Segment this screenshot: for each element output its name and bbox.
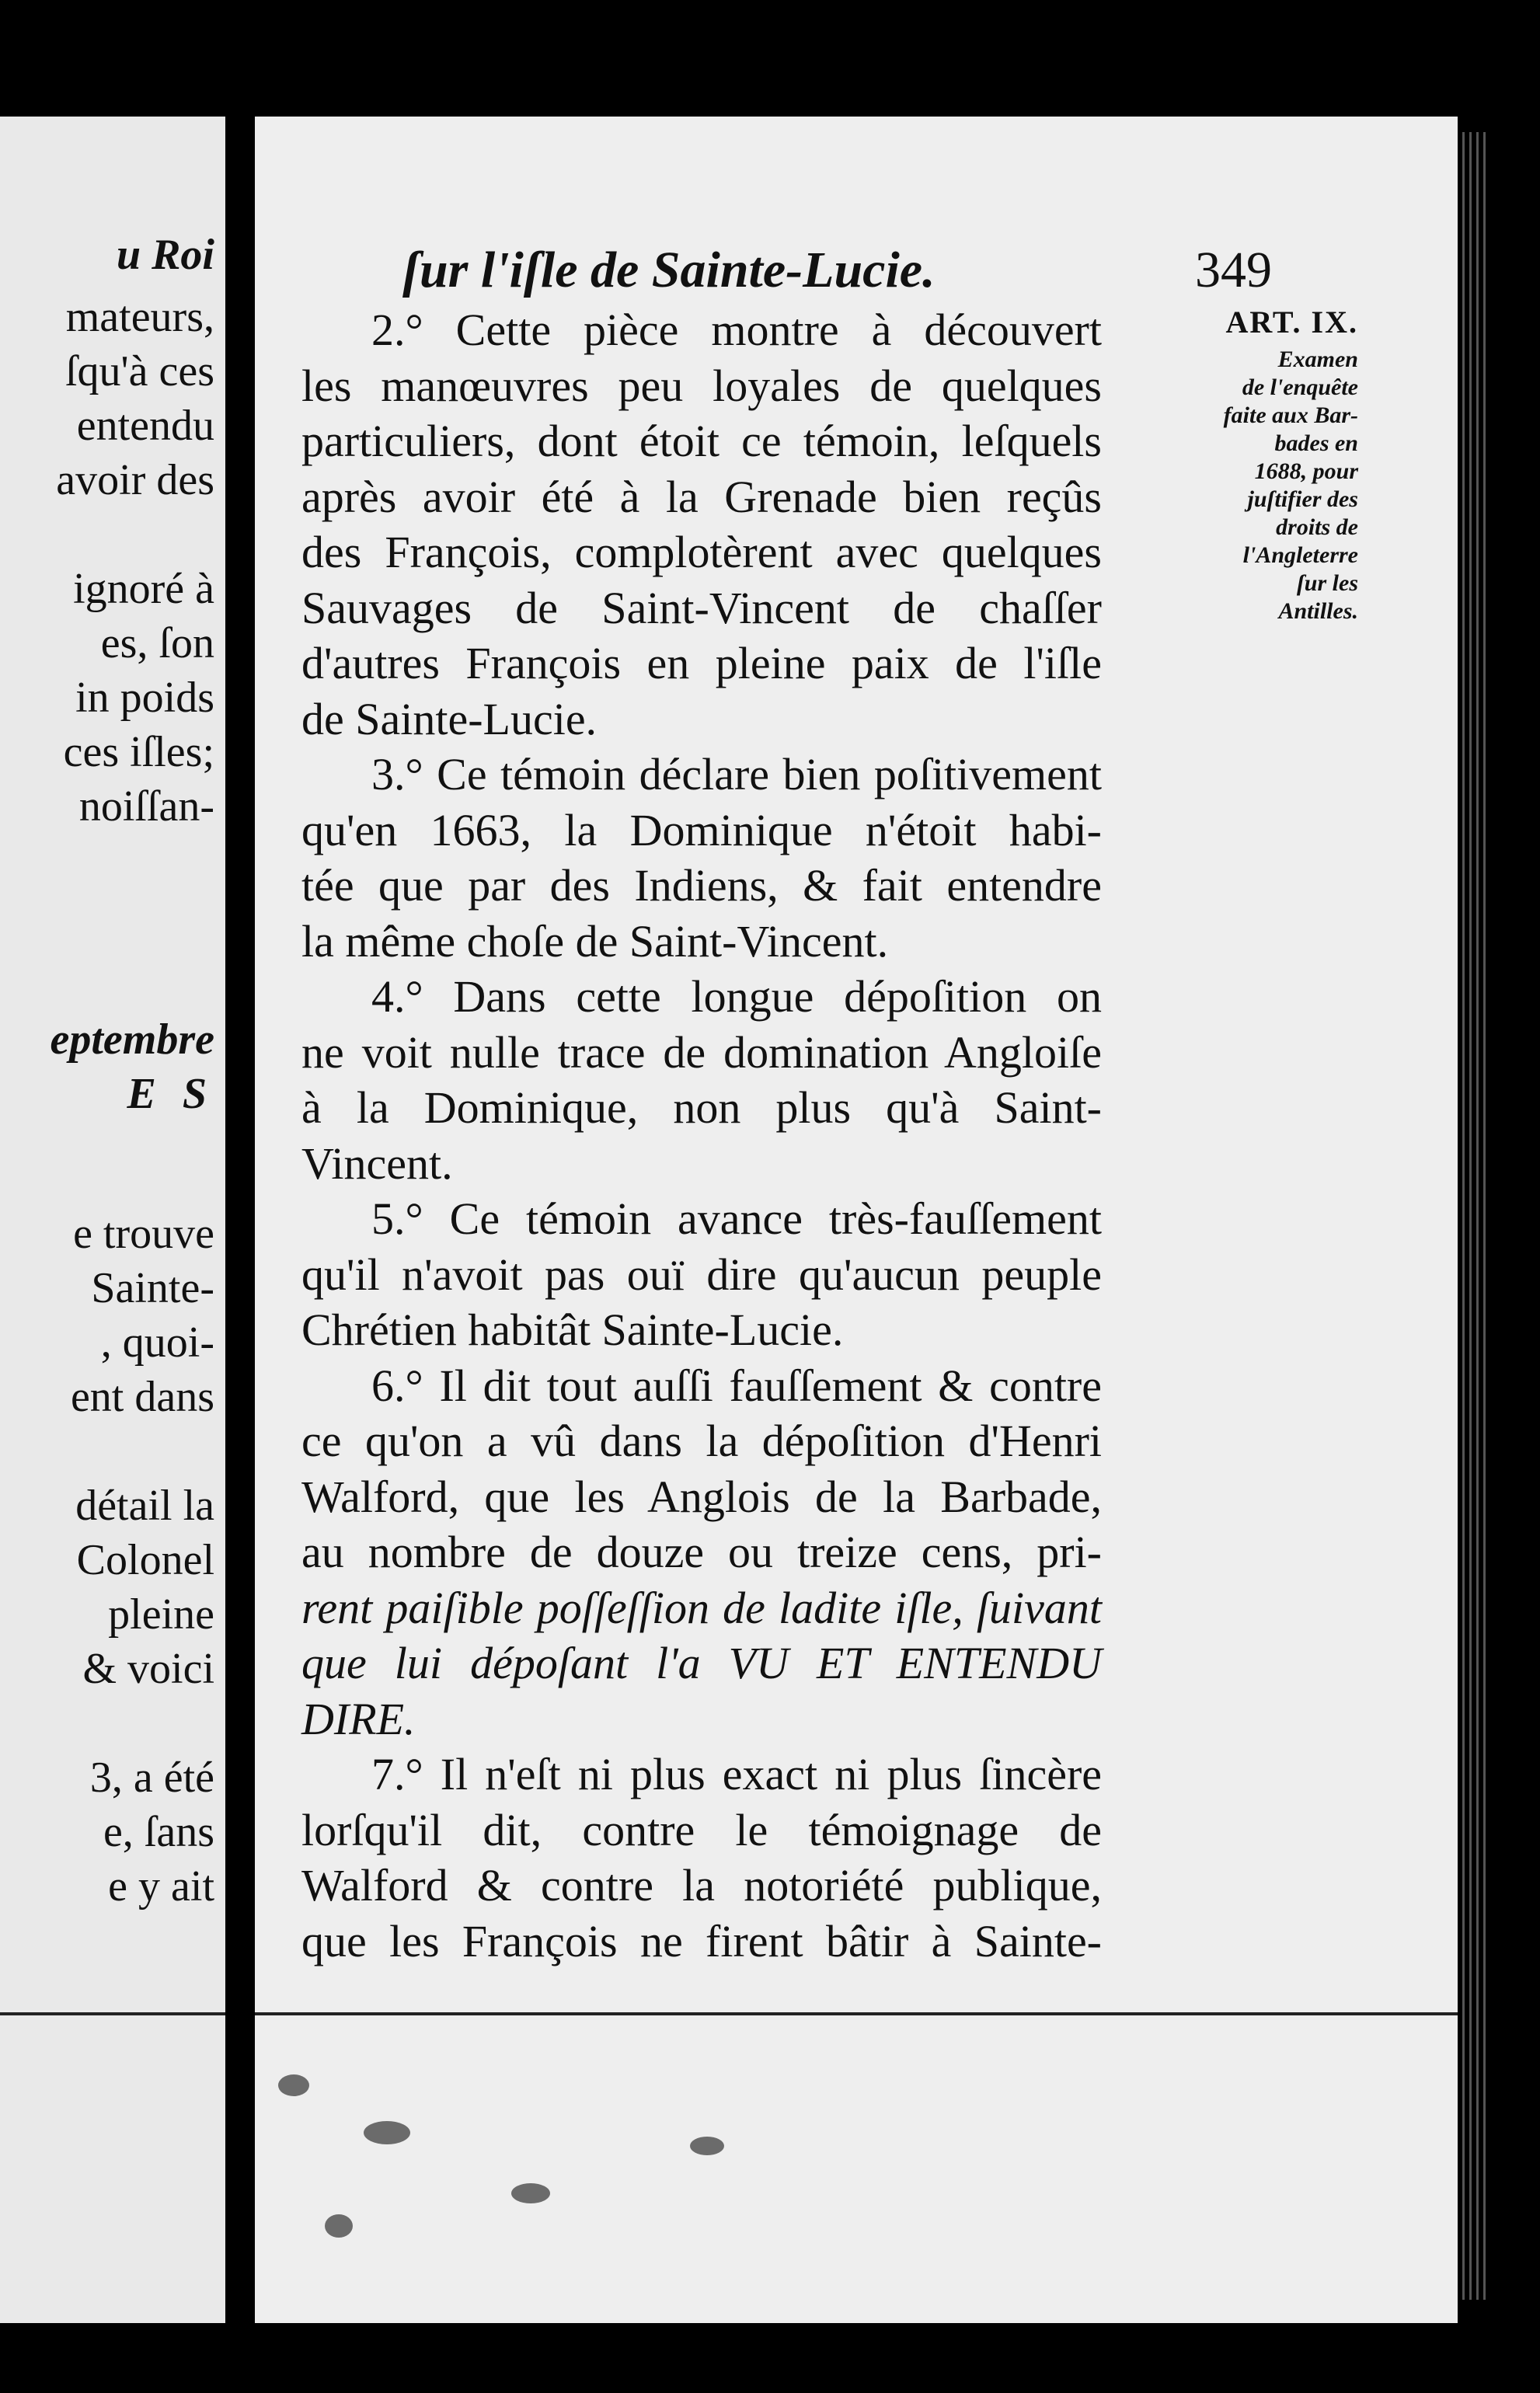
facing-page-line: entendu [76,402,214,450]
page-header [402,241,1413,311]
facing-page-line: e y ait [108,1862,214,1911]
body-line: Vincent. [301,1138,453,1189]
body-line: 6.° Il dit tout auſſi fauſſement & contre [371,1360,1102,1411]
body-line: de Sainte-Lucie. [301,694,598,744]
body-line: DIRE. [301,1694,416,1744]
ink-stain [325,2214,353,2238]
ink-stain [364,2121,410,2144]
body-line: les manœuvres peu loyales de quelques [301,361,1102,411]
facing-page-line: ignoré à [73,565,214,613]
body-line: ce qu'on a vû dans la dépoſition d'Henri [301,1416,1102,1466]
facing-page-line: Sainte- [91,1264,214,1312]
facing-page-line: détail la [75,1482,214,1530]
body-line: qu'en 1663, la Dominique n'étoit habi- [301,805,1102,855]
running-head: ſur l'iſle de Sainte-Lucie. [402,242,935,298]
body-line: Sauvages de Saint-Vincent de chaſſer [301,583,1102,633]
facing-page-line: , quoi- [100,1318,214,1367]
body-line: des François, complotèrent avec quelques [301,527,1102,577]
bottom-rule [0,2012,225,2015]
body-line: après avoir été à la Grenade bien reçûs [301,472,1102,522]
facing-page-line: ces iſles; [63,728,214,776]
scan-border-top [0,0,1540,117]
body-line: que les François ne firent bâtir à Sainte- [301,1916,1102,1966]
body-line: particuliers, dont étoit ce témoin, leſquels [301,416,1102,466]
margin-note-line: faite aux Bar- [1223,402,1358,428]
facing-page-line: eptembre [50,1015,214,1064]
margin-note-line: juſtifier des [1247,486,1358,512]
margin-note-line: Examen [1277,347,1358,372]
margin-note-line: ſur les [1296,570,1358,596]
page [255,117,1458,2323]
facing-page-fragment [0,117,225,2323]
body-line: que lui dépoſant l'a VU ET ENTENDU [301,1638,1102,1688]
body-line: tée que par des Indiens, & fait entendre [301,860,1102,911]
body-line: d'autres François en pleine paix de l'iſle [301,638,1102,688]
margin-note-line: droits de [1276,514,1358,540]
margin-note-line: bades en [1274,430,1358,456]
page-number: 349 [1195,242,1272,298]
margin-note-line: Antilles. [1278,598,1358,624]
body-line: au nombre de douze ou treize cens, pri- [301,1527,1102,1577]
facing-page-line: 3, a été [89,1754,214,1802]
body-line: ne voit nulle trace de domination Angloiſe [301,1027,1102,1078]
facing-page-line: avoir des [56,456,214,504]
facing-page-line: Colonel [76,1536,214,1584]
bottom-rule [255,2012,1458,2015]
body-line: qu'il n'avoit pas ouï dire qu'aucun peuple [301,1249,1102,1300]
facing-page-line: mateurs, [65,293,214,341]
body-line: 4.° Dans cette longue dépoſition on [371,971,1102,1022]
scan-border-bottom [0,2323,1540,2393]
ink-stain [511,2183,550,2203]
body-line: rent paiſible poſſeſſion de ladite iſle, ſuivant [301,1583,1102,1633]
facing-page-line: noiſſan- [78,782,214,831]
body-line: 5.° Ce témoin avance très-fauſſement [371,1193,1102,1244]
facing-page-line: in poids [75,674,214,722]
facing-page-line: pleine [108,1590,214,1639]
facing-page-line: es, ſon [100,619,214,667]
facing-page-line: e, ſans [103,1808,214,1856]
body-line: la même choſe de Saint-Vincent. [301,916,889,967]
body-line: Chrétien habitât Sainte-Lucie. [301,1304,844,1355]
facing-page-line: E S [127,1070,214,1118]
body-line: 3.° Ce témoin déclare bien poſitivement [371,749,1102,799]
facing-page-line: ent dans [70,1373,214,1421]
ink-stain [690,2137,724,2155]
facing-page-line: u Roi [116,231,214,279]
body-line: Walford & contre la notoriété publique, [301,1860,1102,1911]
facing-page-line: ſqu'à ces [64,347,214,395]
article-label: ART. IX. [1225,305,1358,340]
book-gutter [225,117,255,2323]
facing-page-line: & voici [82,1645,214,1693]
margin-note-line: de l'enquête [1242,374,1358,400]
body-line: 2.° Cette pièce montre à découvert [371,305,1102,355]
body-line: Walford, que les Anglois de la Barbade, [301,1472,1102,1522]
ink-stain [278,2074,309,2096]
margin-note-line: l'Angleterre [1242,542,1358,568]
body-line: lorſqu'il dit, contre le témoignage de [301,1805,1102,1855]
facing-page-line: e trouve [73,1210,214,1258]
body-line: à la Dominique, non plus qu'à Saint- [301,1082,1102,1133]
page-edges [1458,132,1489,2300]
body-line: 7.° Il n'eſt ni plus exact ni plus ſincère [371,1749,1102,1799]
margin-note-line: 1688, pour [1254,458,1358,484]
